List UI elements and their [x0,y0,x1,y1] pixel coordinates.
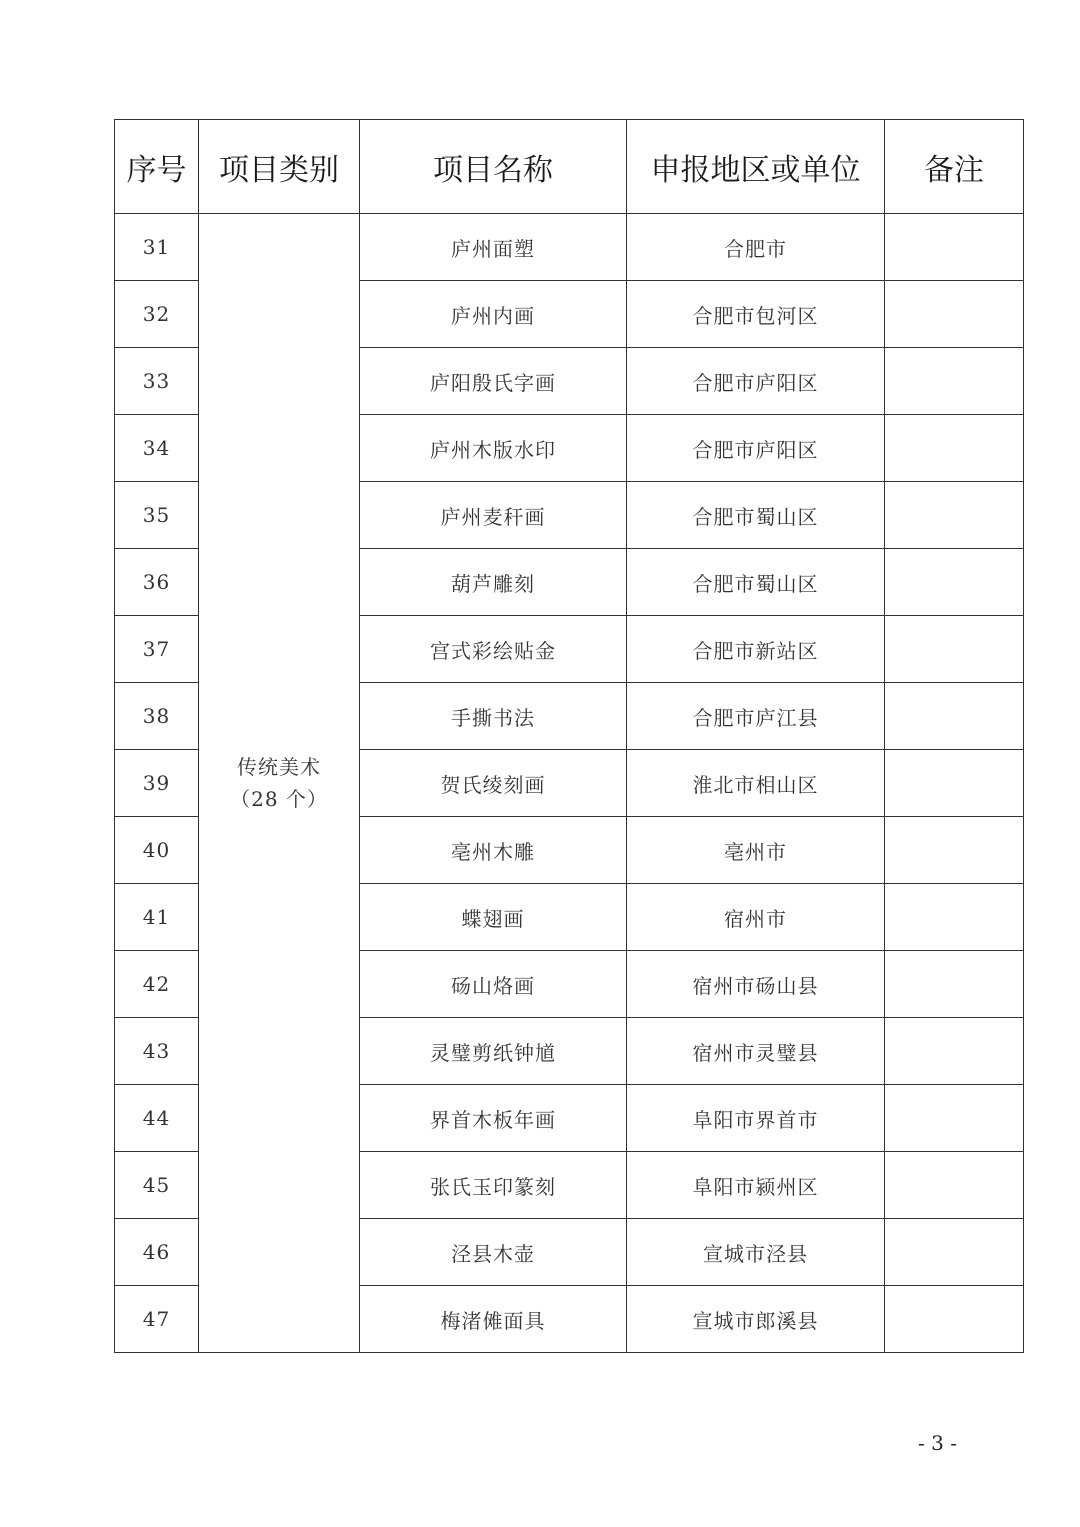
row-number: 42 [115,951,199,1018]
remark-cell [885,214,1024,281]
header-region: 申报地区或单位 [627,120,885,214]
project-name: 宫式彩绘贴金 [360,616,627,683]
table-body [115,214,1024,1353]
applicant-region: 合肥市蜀山区 [627,549,885,616]
project-name: 葫芦雕刻 [360,549,627,616]
table-row [115,214,1024,281]
remark-cell [885,951,1024,1018]
applicant-region: 合肥市 [627,214,885,281]
header-row [115,120,1024,214]
project-name: 庐州木版水印 [360,415,627,482]
remark-cell [885,348,1024,415]
row-number: 45 [115,1152,199,1219]
row-number: 41 [115,884,199,951]
header-category: 项目类别 [199,120,360,214]
remark-cell [885,549,1024,616]
header-no: 序号 [115,120,199,214]
row-number: 39 [115,750,199,817]
applicant-region: 合肥市包河区 [627,281,885,348]
row-number: 46 [115,1219,199,1286]
remark-cell [885,281,1024,348]
category-cell [199,214,360,1353]
applicant-region: 阜阳市界首市 [627,1085,885,1152]
project-name: 界首木板年画 [360,1085,627,1152]
applicant-region: 宿州市 [627,884,885,951]
project-name: 砀山烙画 [360,951,627,1018]
remark-cell [885,1219,1024,1286]
applicant-region: 阜阳市颍州区 [627,1152,885,1219]
row-number: 33 [115,348,199,415]
row-number: 44 [115,1085,199,1152]
table-header [115,120,1024,214]
row-number: 32 [115,281,199,348]
remark-cell [885,482,1024,549]
applicant-region: 宿州市灵璧县 [627,1018,885,1085]
applicant-region: 合肥市庐阳区 [627,348,885,415]
project-name: 蝶翅画 [360,884,627,951]
project-name: 亳州木雕 [360,817,627,884]
applicant-region: 宣城市泾县 [627,1219,885,1286]
applicant-region: 合肥市新站区 [627,616,885,683]
remark-cell [885,817,1024,884]
page-number: - 3 - [918,1431,957,1455]
row-number: 43 [115,1018,199,1085]
row-number: 31 [115,214,199,281]
applicant-region: 合肥市蜀山区 [627,482,885,549]
applicant-region: 合肥市庐江县 [627,683,885,750]
row-number: 34 [115,415,199,482]
remark-cell [885,1085,1024,1152]
remark-cell [885,884,1024,951]
category-name: 传统美术 [237,755,321,779]
project-name: 梅渚傩面具 [360,1286,627,1353]
remark-cell [885,415,1024,482]
applicant-region: 合肥市庐阳区 [627,415,885,482]
header-name: 项目名称 [360,120,627,214]
remark-cell [885,1152,1024,1219]
row-number: 37 [115,616,199,683]
category-count: （28 个） [230,787,328,811]
row-number: 36 [115,549,199,616]
row-number: 38 [115,683,199,750]
project-name: 泾县木壶 [360,1219,627,1286]
header-remark: 备注 [885,120,1024,214]
remark-cell [885,616,1024,683]
project-name: 庐州麦秆画 [360,482,627,549]
row-number: 47 [115,1286,199,1353]
project-name: 庐州内画 [360,281,627,348]
project-name: 手撕书法 [360,683,627,750]
project-name: 灵璧剪纸钟馗 [360,1018,627,1085]
remark-cell [885,683,1024,750]
project-name: 庐阳殷氏字画 [360,348,627,415]
applicant-region: 宣城市郎溪县 [627,1286,885,1353]
applicant-region: 宿州市砀山县 [627,951,885,1018]
row-number: 40 [115,817,199,884]
row-number: 35 [115,482,199,549]
heritage-table [114,119,1024,1353]
project-name: 张氏玉印篆刻 [360,1152,627,1219]
applicant-region: 淮北市相山区 [627,750,885,817]
applicant-region: 亳州市 [627,817,885,884]
remark-cell [885,750,1024,817]
project-name: 庐州面塑 [360,214,627,281]
remark-cell [885,1018,1024,1085]
remark-cell [885,1286,1024,1353]
project-name: 贺氏绫刻画 [360,750,627,817]
